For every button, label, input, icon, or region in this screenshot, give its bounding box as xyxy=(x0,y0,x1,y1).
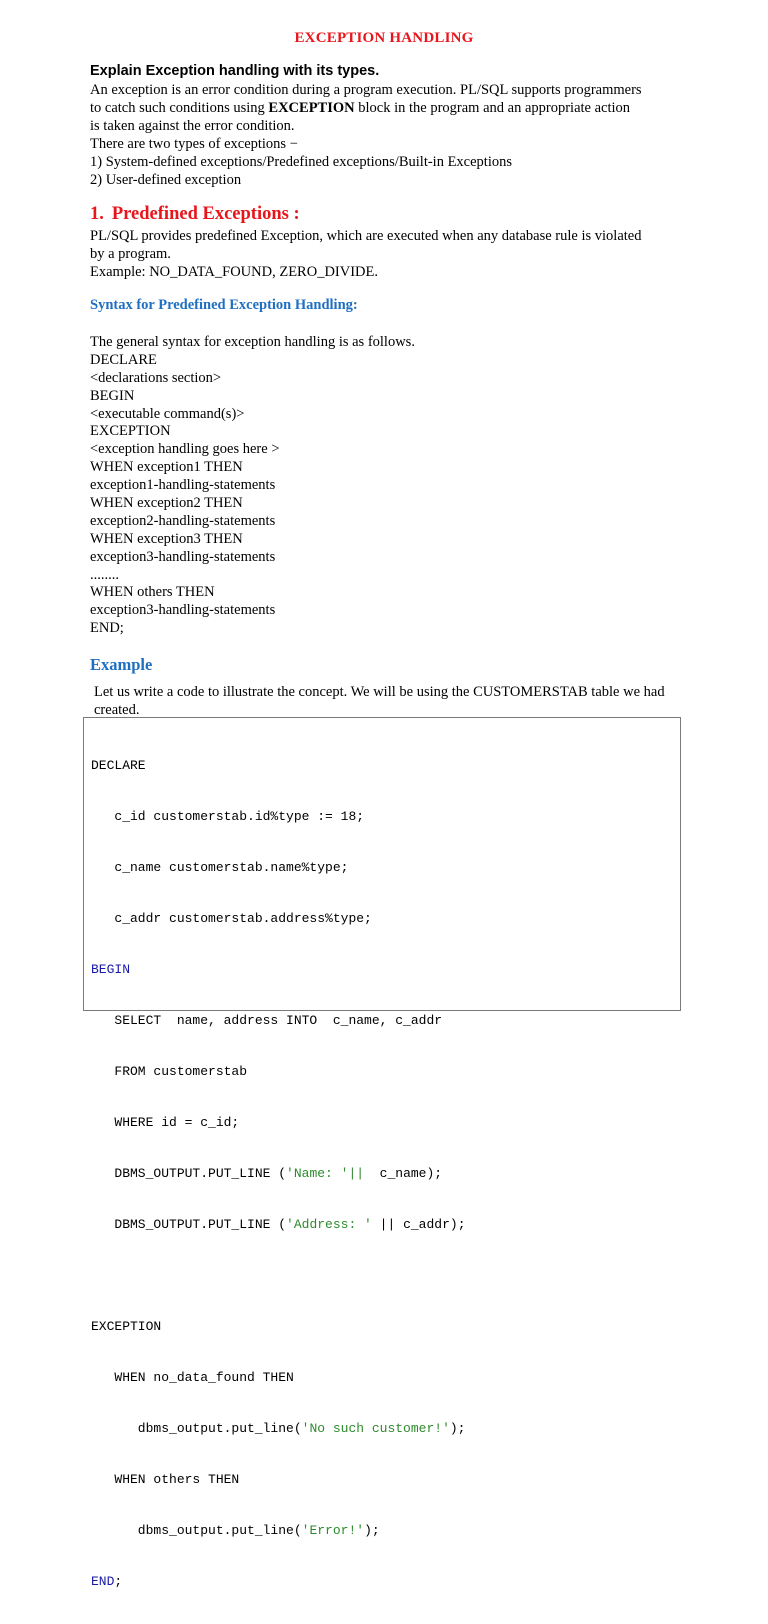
code-line: WHEN no_data_found THEN xyxy=(91,1370,294,1385)
code-listing xyxy=(91,723,466,1624)
syntax-line: exception1-handling-statements xyxy=(90,477,276,494)
exception-keyword: EXCEPTION xyxy=(268,100,355,116)
intro-line: There are two types of exceptions − xyxy=(90,136,298,152)
code-text: || c_addr); xyxy=(371,1217,466,1232)
code-line xyxy=(91,1216,466,1233)
syntax-block xyxy=(90,333,690,637)
question-heading: Explain Exception handling with its types. xyxy=(90,63,380,79)
syntax-line: exception3-handling-statements xyxy=(90,602,276,619)
desc-line: by a program. xyxy=(90,246,171,262)
code-line: FROM customerstab xyxy=(91,1064,248,1079)
intro-text: to catch such conditions using xyxy=(90,100,269,116)
code-string: 'No such customer!' xyxy=(301,1421,450,1436)
syntax-line: <exception handling goes here > xyxy=(90,441,280,458)
intro-line: 1) System-defined exceptions/Predefined exceptions/Built-in Exceptions xyxy=(90,154,513,170)
syntax-line: WHEN exception2 THEN xyxy=(90,495,243,512)
syntax-line: WHEN others THEN xyxy=(90,584,215,601)
syntax-line: BEGIN xyxy=(90,387,135,404)
code-text: c_name); xyxy=(364,1166,443,1181)
code-line: EXCEPTION xyxy=(91,1319,162,1334)
syntax-line: DECLARE xyxy=(90,351,157,368)
desc-line: Example: NO_DATA_FOUND, ZERO_DIVIDE. xyxy=(90,264,378,280)
code-text: ); xyxy=(364,1523,380,1538)
document-title: EXCEPTION HANDLING xyxy=(294,30,474,46)
example-description: Let us write a code to illustrate the concept. We will be using the CUSTOMERSTAB table we had created. xyxy=(94,684,665,718)
code-keyword: END xyxy=(91,1574,115,1589)
code-line xyxy=(91,1573,466,1590)
code-text: ); xyxy=(449,1421,466,1436)
code-line xyxy=(91,1267,466,1284)
syntax-line: <executable command(s)> xyxy=(90,405,245,422)
syntax-line: <declarations section> xyxy=(90,369,222,386)
section-title: Predefined Exceptions : xyxy=(111,204,300,224)
intro-paragraph xyxy=(90,81,690,189)
section-heading-predefined xyxy=(90,204,300,225)
syntax-line: ........ xyxy=(90,566,119,583)
code-line: c_id customerstab.id%type := 18; xyxy=(91,809,365,824)
code-line xyxy=(91,1420,466,1437)
section-number: 1. xyxy=(90,204,104,224)
predefined-description xyxy=(90,227,690,281)
code-string: 'Address: ' xyxy=(286,1217,372,1232)
syntax-line: WHEN exception1 THEN xyxy=(90,459,243,476)
intro-line xyxy=(90,99,690,117)
syntax-line: EXCEPTION xyxy=(90,423,171,440)
code-line: SELECT name, address INTO c_name, c_addr xyxy=(91,1013,443,1028)
code-text: dbms_output.put_line( xyxy=(91,1523,302,1538)
syntax-heading: Syntax for Predefined Exception Handling: xyxy=(90,297,358,313)
code-string: 'Error!' xyxy=(301,1523,365,1538)
code-line: BEGIN xyxy=(91,962,131,977)
code-block xyxy=(83,717,681,1589)
code-line: WHERE id = c_id; xyxy=(91,1115,240,1130)
intro-line: An exception is an error condition during a program execution. PL/SQL supports programmers xyxy=(90,82,642,98)
code-line: WHEN others THEN xyxy=(91,1472,240,1487)
intro-line: 2) User-defined exception xyxy=(90,172,242,188)
code-text: DBMS_OUTPUT.PUT_LINE ( xyxy=(91,1217,287,1232)
syntax-line: exception2-handling-statements xyxy=(90,512,276,529)
code-string: 'Name: '|| xyxy=(286,1166,365,1181)
intro-text: block in the program and an appropriate action xyxy=(354,100,631,116)
syntax-line: END; xyxy=(90,620,124,637)
code-line xyxy=(91,1522,466,1539)
code-text: ; xyxy=(114,1574,123,1589)
code-text: DBMS_OUTPUT.PUT_LINE ( xyxy=(91,1166,287,1181)
code-line xyxy=(91,1165,466,1182)
syntax-line: WHEN exception3 THEN xyxy=(90,530,243,547)
code-line: DECLARE xyxy=(91,758,146,773)
example-heading: Example xyxy=(90,655,153,674)
syntax-line: The general syntax for exception handling is as follows. xyxy=(90,334,415,350)
desc-line: PL/SQL provides predefined Exception, which are executed when any database rule is violated xyxy=(90,228,642,244)
code-line: c_name customerstab.name%type; xyxy=(91,860,349,875)
code-line: c_addr customerstab.address%type; xyxy=(91,911,372,926)
intro-line: is taken against the error condition. xyxy=(90,118,295,134)
code-text: dbms_output.put_line( xyxy=(91,1421,302,1436)
syntax-line: exception3-handling-statements xyxy=(90,548,276,565)
